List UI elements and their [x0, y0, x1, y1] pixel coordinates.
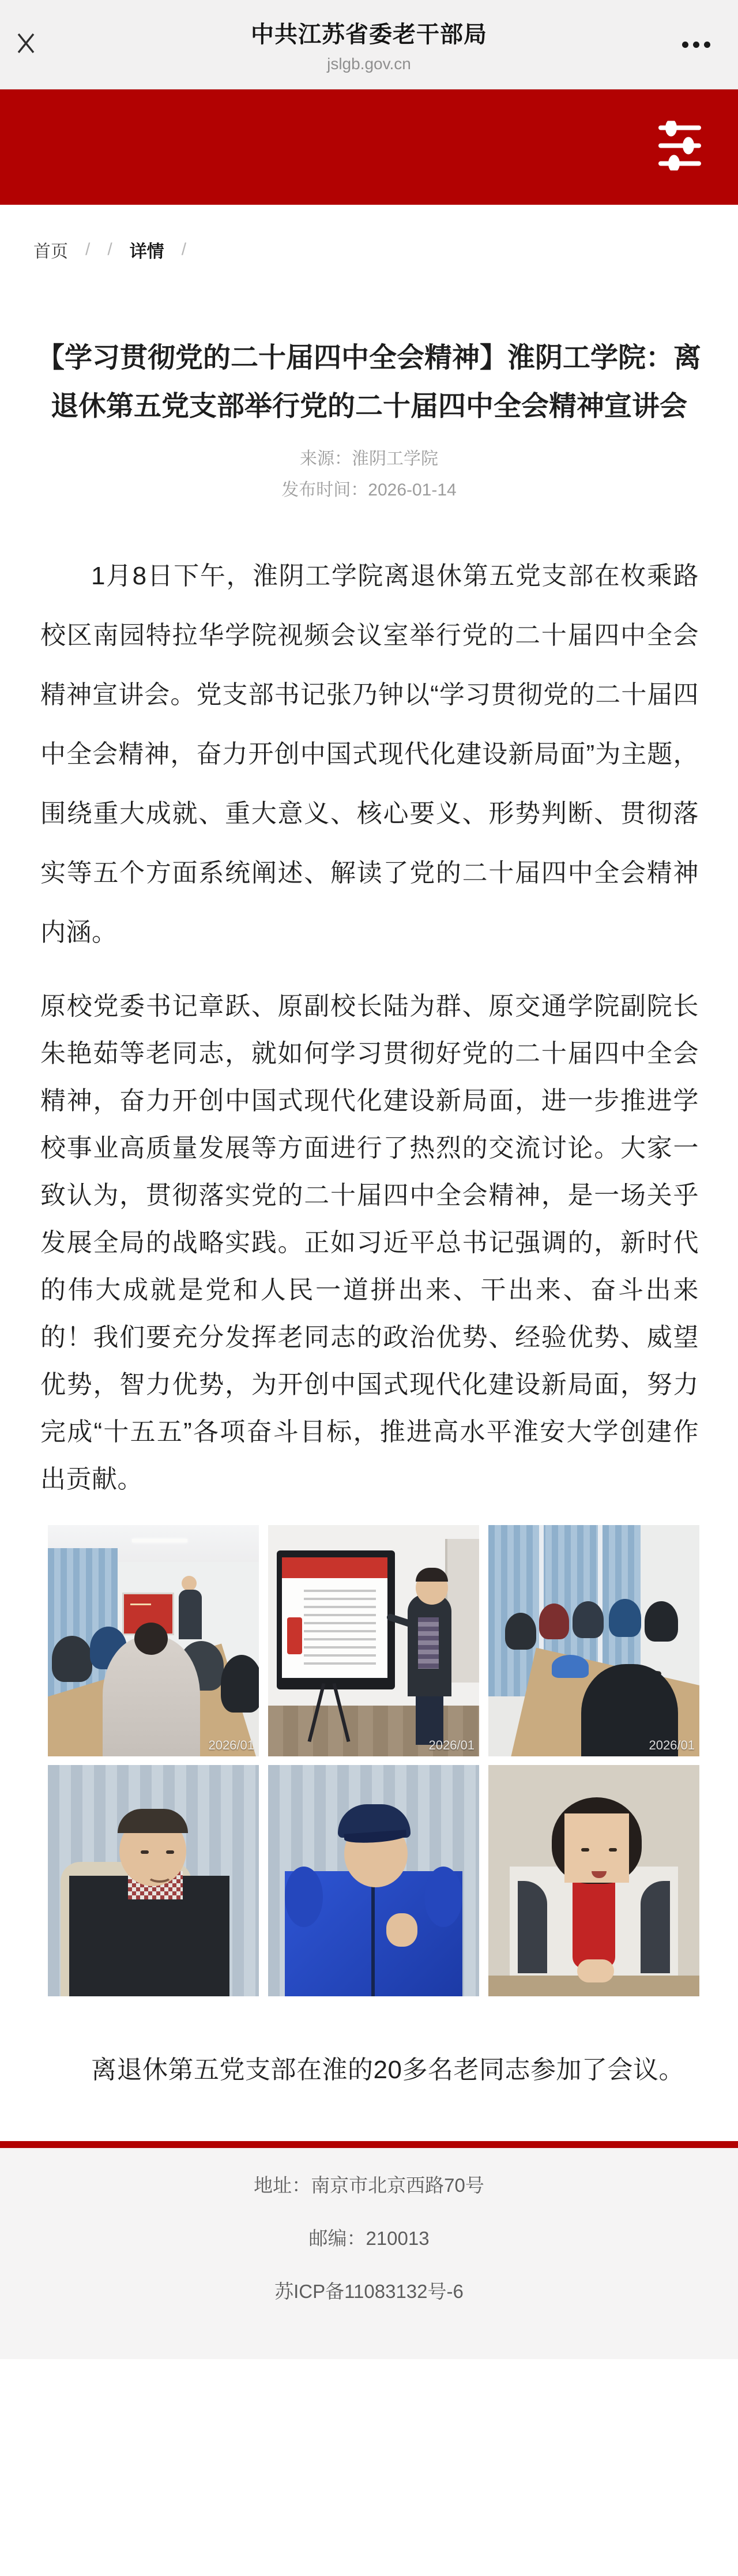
person-blue-cap [552, 1655, 589, 1678]
seated-person [52, 1636, 92, 1682]
site-url: jslgb.gov.cn [327, 54, 411, 73]
article-body-closing [40, 2040, 699, 2100]
paragraph: 1月8日下午，淮阴工学院离退休第五党支部在枚乘路校区南园特拉华学院视频会议室举行党的二十届四中全会精神宣讲会。党支部书记张乃钟以“学习贯彻党的二十届四中全会精神，奋力开创中国式现代化建设新局面”为主题，围绕重大成就、重大意义、核心要义、形势判断、贯彻落实等五个方面系统阐述、解读了党的二十届四中全会精神内涵。 [40, 562, 699, 947]
close-button[interactable] [0, 0, 52, 89]
sliders-icon [658, 163, 701, 173]
gesturing-hand [386, 1913, 417, 1947]
seated-person [609, 1599, 641, 1637]
eye [581, 1848, 589, 1852]
photo-attendees-table [488, 1525, 699, 1756]
jacket-hood [424, 1867, 462, 1927]
more-menu-icon [693, 42, 699, 48]
slide-red-header [282, 1557, 387, 1578]
site-banner [0, 89, 738, 205]
eye [166, 1850, 174, 1854]
seated-person [221, 1655, 259, 1713]
page-footer [0, 2148, 738, 2359]
photo-man-blue-jacket [268, 1765, 479, 1996]
standing-person [179, 1590, 202, 1639]
red-scarf [573, 1871, 615, 1968]
clasped-hands [577, 1959, 614, 1982]
article-title: 【学习贯彻党的二十届四中全会精神】淮阴工学院：离退休第五党支部举行党的二十届四中全会精神宣讲会 [36, 343, 701, 422]
site-title: 中共江苏省委老干部局 [251, 21, 487, 47]
article-publish-time: 发布时间：2026-01-14 [281, 480, 457, 500]
slide-red-seal [287, 1617, 302, 1654]
photo-woman-red-scarf [488, 1765, 699, 1996]
eye [141, 1850, 149, 1854]
screen-text-line [130, 1604, 152, 1605]
photo-senior-man-dark-coat [48, 1765, 259, 1996]
footer-postcode: 邮编：210013 [308, 2228, 430, 2249]
close-icon [15, 32, 37, 57]
site-identity [0, 0, 738, 89]
photo-timestamp: 2026/01 [208, 1738, 254, 1752]
article-body [40, 546, 699, 1503]
footer-icp: 苏ICP备11083132号-6 [274, 2281, 464, 2302]
breadcrumb-separator: / [85, 240, 91, 259]
paragraph: 离退休第五党支部在淮的20多名老同志参加了会议。 [91, 2056, 684, 2084]
breadcrumb-separator: / [181, 240, 187, 259]
jacket-hood [285, 1867, 323, 1927]
webview-topbar [0, 0, 738, 89]
ceiling-lamp [132, 1539, 187, 1542]
paragraph: 原校党委书记章跃、原副校长陆为群、原交通学院副院长朱艳茹等老同志，就如何学习贯彻好党的二十届四中全会精神，奋力开创中国式现代化建设新局面，进一步推进学校事业高质量发展等方面进行了热烈的交流讨论。大家一致认为，贯彻落实党的二十届四中全会精神，是一场关乎发展全局的战略实践。正如习近平总书记强调的，新时代的伟大成就是党和人民一道拼出来、干出来、奋斗出来的！我们要充分发挥老同志的政治优势、经验优势、威望优势，智力优势，为开创中国式现代化建设新局面，努力完成“十五五”各项奋斗目标，推进高水平淮安大学创建作出贡献。 [40, 992, 699, 1493]
breadcrumb-separator: / [107, 240, 112, 259]
jacket-lapel [641, 1881, 670, 1973]
breadcrumb [0, 237, 738, 262]
photo-meeting-room-wide [48, 1525, 259, 1756]
foreground-person-head [134, 1623, 168, 1655]
photo-timestamp: 2026/01 [428, 1738, 475, 1752]
seated-person [505, 1613, 536, 1650]
slide-text-lines [304, 1590, 375, 1668]
speaker-legs [416, 1694, 443, 1745]
seated-person [573, 1601, 604, 1638]
article-page [0, 205, 738, 2100]
menu-button[interactable] [658, 121, 701, 174]
eye [609, 1848, 617, 1852]
more-menu-icon [682, 42, 688, 48]
more-menu-icon [704, 42, 710, 48]
footer-address: 地址：南京市北京西路70号 [254, 2175, 484, 2196]
photo-speaker-at-screen [268, 1525, 479, 1756]
hair [118, 1809, 188, 1833]
speaker-sweater [418, 1617, 439, 1668]
seated-person [539, 1604, 569, 1639]
photo-timestamp: 2026/01 [649, 1738, 695, 1752]
breadcrumb-current: 详情 [129, 242, 164, 261]
seated-person [645, 1601, 678, 1642]
article-source: 来源：淮阴工学院 [300, 449, 438, 468]
red-divider [0, 2141, 738, 2148]
article-photo-grid [48, 1525, 699, 1996]
jacket-zipper [371, 1881, 375, 1997]
jacket-lapel [518, 1881, 547, 1973]
breadcrumb-home-link[interactable]: 首页 [33, 242, 68, 261]
more-menu-button[interactable] [682, 42, 738, 48]
